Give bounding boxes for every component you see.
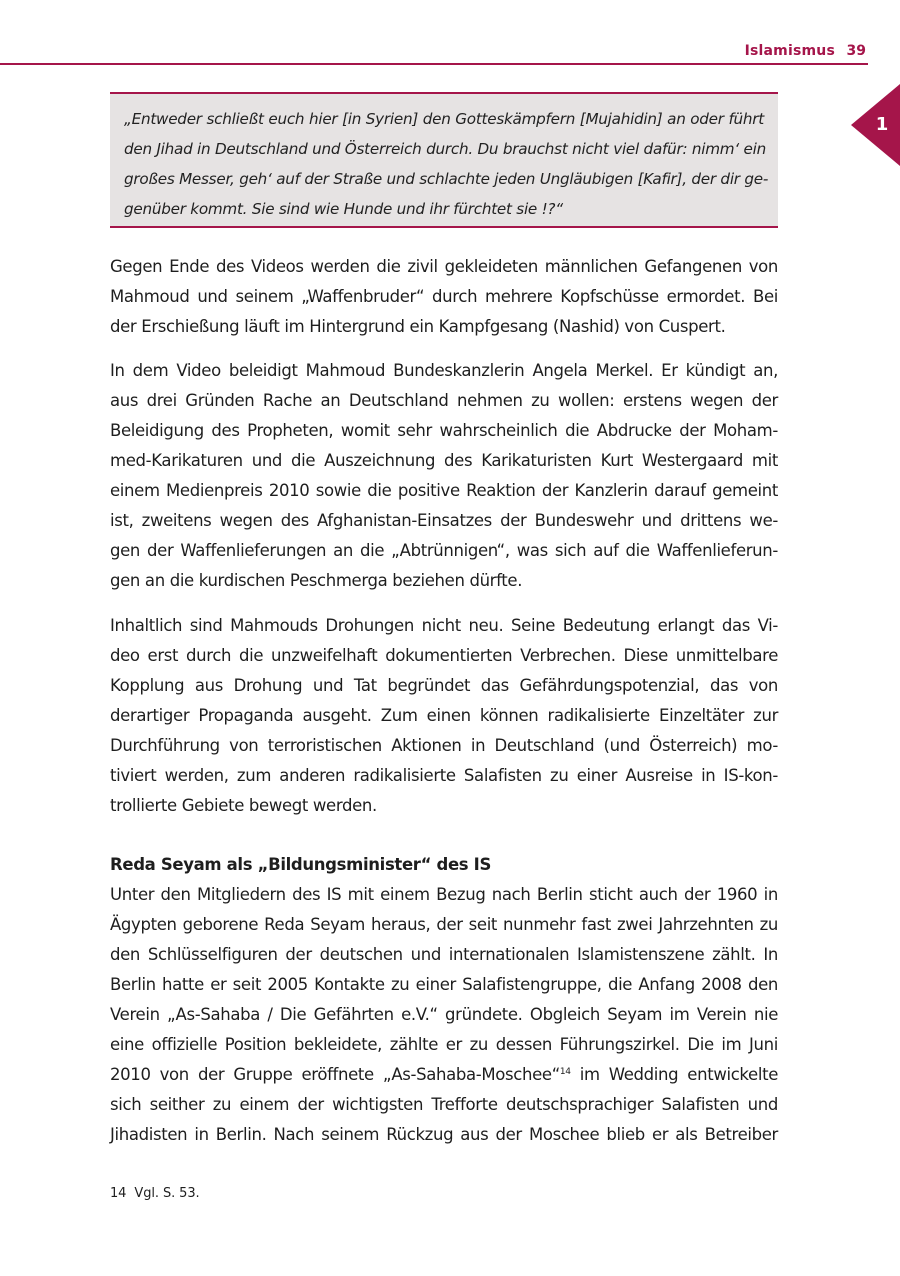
text-line: Unter den Mitgliedern des IS mit einem Bezug nach Berlin sticht auch der 1960 in bbox=[110, 885, 778, 904]
page-number: 39 bbox=[846, 43, 866, 59]
quote-line: „Entweder schließt euch hier [in Syrien] den Gotteskämpfern [Mujahidin] an oder führt bbox=[124, 110, 764, 128]
text-line: eine offizielle Position bekleidete, zählte er zu dessen Führungszirkel. Die im Juni bbox=[110, 1035, 778, 1054]
text-line: derartiger Propaganda ausgeht. Zum einen können radikalisierte Einzeltäter zur bbox=[110, 706, 778, 725]
text-line: gen der Waffenlieferungen an die „Abtrünnigen“, was sich auf die Waffenlieferun- bbox=[110, 541, 778, 560]
text-line-with-footnote bbox=[110, 1060, 778, 1090]
section-title: Islamismus bbox=[744, 43, 835, 59]
quote-text bbox=[124, 104, 769, 224]
text-line: Beleidigung des Propheten, womit sehr wahrscheinlich die Abdrucke der Moham- bbox=[110, 421, 778, 440]
text-line: gen an die kurdischen Peschmerga beziehen dürfte. bbox=[110, 571, 523, 590]
footnote bbox=[110, 1186, 200, 1201]
header-rule bbox=[0, 63, 868, 65]
running-header bbox=[0, 40, 900, 62]
footnote-reference[interactable]: 14 bbox=[559, 1067, 571, 1077]
chapter-number: 1 bbox=[875, 114, 889, 135]
footnote-number: 14 bbox=[110, 1186, 127, 1201]
text-line: In dem Video beleidigt Mahmoud Bundeskanzlerin Angela Merkel. Er kündigt an, bbox=[110, 361, 778, 380]
text-line: Mahmoud und seinem „Waffenbruder“ durch mehrere Kopfschüsse ermordet. Bei bbox=[110, 287, 778, 306]
text-line: Berlin hatte er seit 2005 Kontakte zu einer Salafistengruppe, die Anfang 2008 den bbox=[110, 975, 778, 994]
text-line: Verein „As-Sahaba / Die Gefährten e.V.“ gründete. Obgleich Seyam im Verein nie bbox=[110, 1005, 778, 1024]
text-line: Ägypten geborene Reda Seyam heraus, der seit nunmehr fast zwei Jahrzehnten zu bbox=[110, 915, 778, 934]
text-line: Kopplung aus Drohung und Tat begründet das Gefährdungspotenzial, das von bbox=[110, 676, 778, 695]
footnote-text: Vgl. S. 53. bbox=[134, 1186, 200, 1201]
paragraph-1 bbox=[110, 252, 778, 342]
quote-box bbox=[110, 92, 778, 228]
text-line: Inhaltlich sind Mahmouds Drohungen nicht neu. Seine Bedeutung erlangt das Vi- bbox=[110, 616, 778, 635]
text-line: trollierte Gebiete bewegt werden. bbox=[110, 796, 377, 815]
text-line: den Schlüsselfiguren der deutschen und internationalen Islamistenszene zählt. In bbox=[110, 945, 778, 964]
text-line: einem Medienpreis 2010 sowie die positive Reaktion der Kanzlerin darauf gemeint bbox=[110, 481, 778, 500]
text-fragment: 2010 von der Gruppe eröffnete „As-Sahaba-Moschee“ bbox=[110, 1065, 560, 1084]
text-line: der Erschießung läuft im Hintergrund ein Kampfgesang (Nashid) von Cuspert. bbox=[110, 317, 726, 336]
paragraph-2 bbox=[110, 356, 778, 596]
quote-line: großes Messer, geh‘ auf der Straße und schlachte jeden Ungläubigen [Kafir], der dir ge- bbox=[124, 170, 769, 188]
text-line: deo erst durch die unzweifelhaft dokumentierten Verbrechen. Diese unmittelbare bbox=[110, 646, 778, 665]
text-line: med-Karikaturen und die Auszeichnung des Karikaturisten Kurt Westergaard mit bbox=[110, 451, 778, 470]
text-line: ist, zweitens wegen des Afghanistan-Einsatzes der Bundeswehr und drittens we- bbox=[110, 511, 778, 530]
text-fragment: im Wedding entwickelte bbox=[570, 1065, 778, 1084]
text-line: Durchführung von terroristischen Aktionen in Deutschland (und Österreich) mo- bbox=[110, 736, 778, 755]
text-line: Gegen Ende des Videos werden die zivil gekleideten männlichen Gefangenen von bbox=[110, 257, 778, 276]
text-line: Jihadisten in Berlin. Nach seinem Rückzug aus der Moschee blieb er als Betreiber bbox=[110, 1125, 778, 1144]
quote-line: genüber kommt. Sie sind wie Hunde und ihr fürchtet sie !?“ bbox=[124, 200, 563, 218]
section-heading: Reda Seyam als „Bildungsminister“ des IS bbox=[110, 855, 491, 874]
text-line: aus drei Gründen Rache an Deutschland nehmen zu wollen: erstens wegen der bbox=[110, 391, 778, 410]
text-line: sich seither zu einem der wichtigsten Trefforte deutschsprachiger Salafisten und bbox=[110, 1095, 778, 1114]
text-line: tiviert werden, zum anderen radikalisierte Salafisten zu einer Ausreise in IS-kon- bbox=[110, 766, 778, 785]
paragraph-3 bbox=[110, 611, 778, 821]
quote-line: den Jihad in Deutschland und Österreich durch. Du brauchst nicht viel dafür: nimm‘ ein bbox=[124, 140, 766, 158]
paragraph-4 bbox=[110, 880, 778, 1150]
